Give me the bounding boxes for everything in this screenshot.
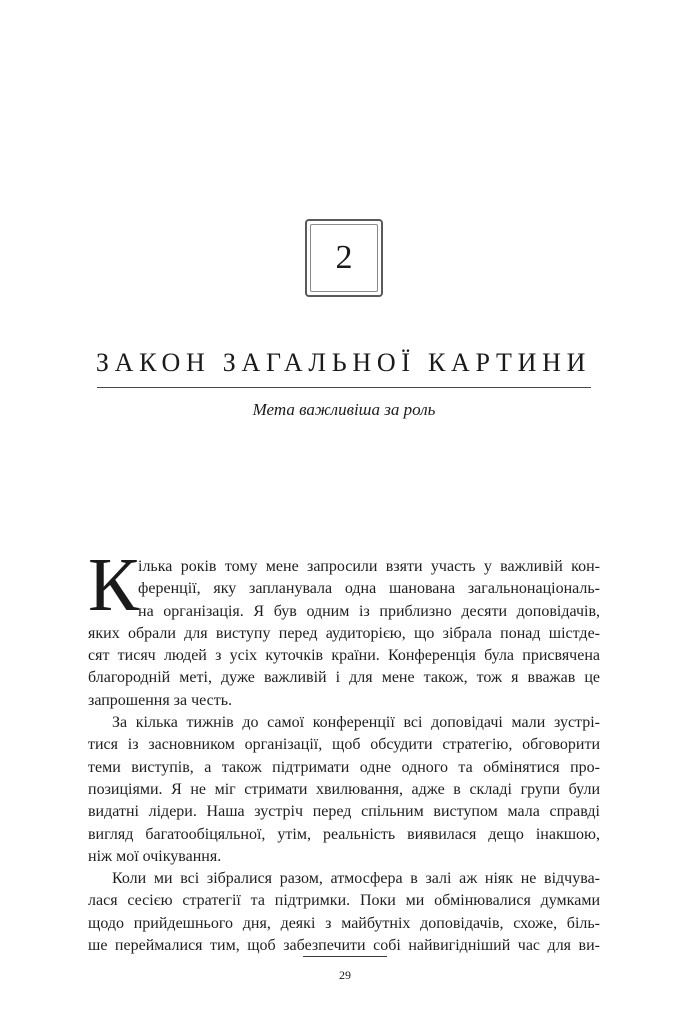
- text-line: на організація. Я був одним із приблизно десяти доповідачів,: [138, 602, 600, 620]
- text-line: ференції, яку запланувала одна шанована загальнонаціональ-: [138, 580, 600, 598]
- text-line: запрошення за честь.: [88, 691, 233, 709]
- text-line: сят тисяч людей з усіх куточків країни. Конференція була присвячена: [88, 647, 600, 665]
- chapter-number-box: [305, 219, 383, 297]
- chapter-number: 2: [335, 239, 353, 276]
- chapter-number-frame: [310, 224, 378, 292]
- text-line: ілька років тому мене запросили взяти участь у важливій кон-: [138, 558, 600, 575]
- paragraph-2: [88, 712, 600, 868]
- text-line: ніж мої очікування.: [88, 847, 222, 865]
- text-line: Коли ми всі зібралися разом, атмосфера в залі аж ніяк не відчува-: [112, 870, 600, 888]
- text-line: щодо прийдешнього дня, деякі з майбутніх доповідачів, схоже, біль-: [88, 914, 600, 932]
- text-line: ше переймалися тим, щоб забезпечити собі найвигідніший час для ви-: [88, 937, 600, 955]
- body-text: [88, 556, 600, 957]
- text-line: лася сесією стратегії та підтримки. Поки ми обмінювалися думками: [88, 892, 600, 910]
- text-line: вигляд багатообіцяльної, утім, реальність виявилася дещо інакшою,: [88, 825, 600, 843]
- footer-divider: [303, 956, 387, 957]
- title-divider: [97, 387, 591, 388]
- chapter-title: ЗАКОН ЗАГАЛЬНОЇ КАРТИНИ: [95, 348, 592, 377]
- paragraph-3: [88, 868, 600, 957]
- text-line: позиціями. Я не міг стримати хвилювання, адже в складі групи були: [88, 780, 600, 798]
- text-line: благородній меті, дуже важливій і для мене також, тож я вважав це: [88, 669, 600, 687]
- text-line: тися із засновником організації, щоб обсудити стратегію, обговорити: [88, 736, 600, 754]
- chapter-subtitle: Мета важливіша за роль: [252, 400, 436, 419]
- text-line: яких обрали для виступу перед аудиторією, що зібрала понад шістде-: [88, 624, 600, 642]
- text-line: За кілька тижнів до самої конференції всі доповідачі мали зустрі-: [112, 714, 600, 732]
- text-line: теми виступів, а також підтримати одне одного та обмінятися про-: [88, 758, 600, 776]
- page-number: 29: [339, 968, 351, 982]
- paragraph-1: [88, 556, 600, 712]
- drop-cap: К: [88, 543, 139, 627]
- text-line: видатні лідери. Наша зустріч перед спільним виступом мала справді: [88, 803, 600, 821]
